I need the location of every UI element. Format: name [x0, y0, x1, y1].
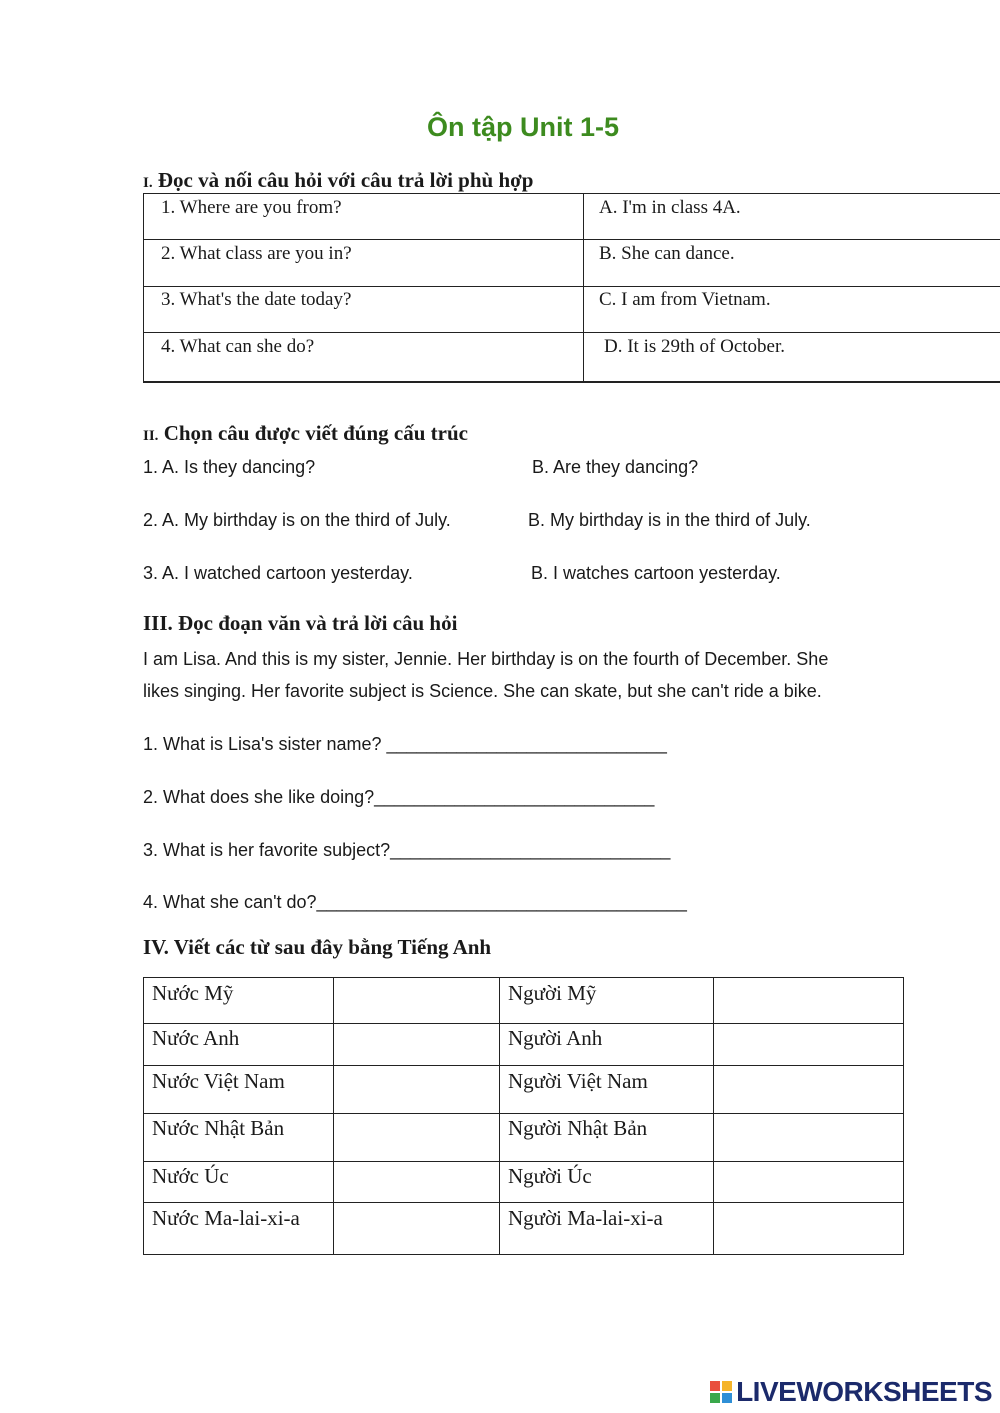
liveworksheets-logo[interactable] [710, 1376, 992, 1408]
section-1-heading [143, 168, 533, 193]
country-vietnam: Nước Việt Nam [152, 1069, 285, 1093]
person-uk: Người Anh [508, 1026, 603, 1050]
passage-line-1: I am Lisa. And this is my sister, Jennie. Her birthday is on the fourth of December. She [143, 649, 829, 669]
country-malaysia: Nước Ma-lai-xi-a [152, 1206, 300, 1230]
reading-question-3[interactable]: 3. What is her favorite subject?____________________________ [143, 840, 671, 860]
person-usa: Người Mỹ [508, 981, 597, 1005]
question-2: 2. What class are you in? [161, 243, 352, 264]
passage-line-2: likes singing. Her favorite subject is Science. She can skate, but she can't ride a bike. [143, 681, 822, 701]
answer-a: A. I'm in class 4A. [599, 197, 741, 218]
reading-question-1[interactable]: 1. What is Lisa's sister name? ____________________________ [143, 734, 667, 754]
question-3: 3. What's the date today? [161, 289, 352, 310]
person-malaysia: Người Ma-lai-xi-a [508, 1206, 663, 1230]
question-1: 1. Where are you from? [161, 197, 342, 218]
answer-b: B. She can dance. [599, 243, 735, 264]
reading-question-4[interactable]: 4. What she can't do?_____________________________________ [143, 892, 687, 912]
reading-question-2[interactable]: 2. What does she like doing?____________________________ [143, 787, 655, 807]
person-australia: Người Úc [508, 1164, 592, 1188]
liveworksheets-logo-icon [710, 1381, 732, 1403]
option-3b[interactable]: B. I watches cartoon yesterday. [531, 563, 781, 583]
country-uk: Nước Anh [152, 1026, 240, 1050]
section-4-heading: IV. Viết các từ sau đây bằng Tiếng Anh [143, 935, 492, 959]
section-1-number: I. [143, 175, 153, 191]
option-3a[interactable]: 3. A. I watched cartoon yesterday. [143, 563, 413, 583]
section-3-heading: III. Đọc đoạn văn và trả lời câu hỏi [143, 611, 458, 635]
country-australia: Nước Úc [152, 1164, 229, 1188]
answer-d: D. It is 29th of October. [604, 336, 786, 357]
person-vietnam: Người Việt Nam [508, 1069, 648, 1093]
section-2-title: Chọn câu được viết đúng cấu trúc [163, 421, 468, 445]
option-2b[interactable]: B. My birthday is in the third of July. [528, 510, 811, 530]
country-usa: Nước Mỹ [152, 981, 234, 1005]
liveworksheets-logo-text: LIVEWORKSHEETS [736, 1376, 992, 1407]
section-2-number: II. [143, 428, 159, 444]
section-1-title: Đọc và nối câu hỏi với câu trả lời phù hợp [157, 168, 534, 192]
person-japan: Người Nhật Bản [508, 1116, 648, 1140]
country-japan: Nước Nhật Bản [152, 1116, 285, 1140]
option-1b[interactable]: B. Are they dancing? [532, 457, 699, 477]
question-4: 4. What can she do? [161, 336, 315, 357]
matching-table [143, 193, 1000, 383]
section-2-heading [143, 421, 468, 446]
translation-table [143, 977, 904, 1255]
page-title: Ôn tập Unit 1-5 [426, 112, 619, 142]
answer-c: C. I am from Vietnam. [599, 289, 771, 310]
option-1a[interactable]: 1. A. Is they dancing? [143, 457, 316, 477]
option-2a[interactable]: 2. A. My birthday is on the third of July. [143, 510, 451, 530]
